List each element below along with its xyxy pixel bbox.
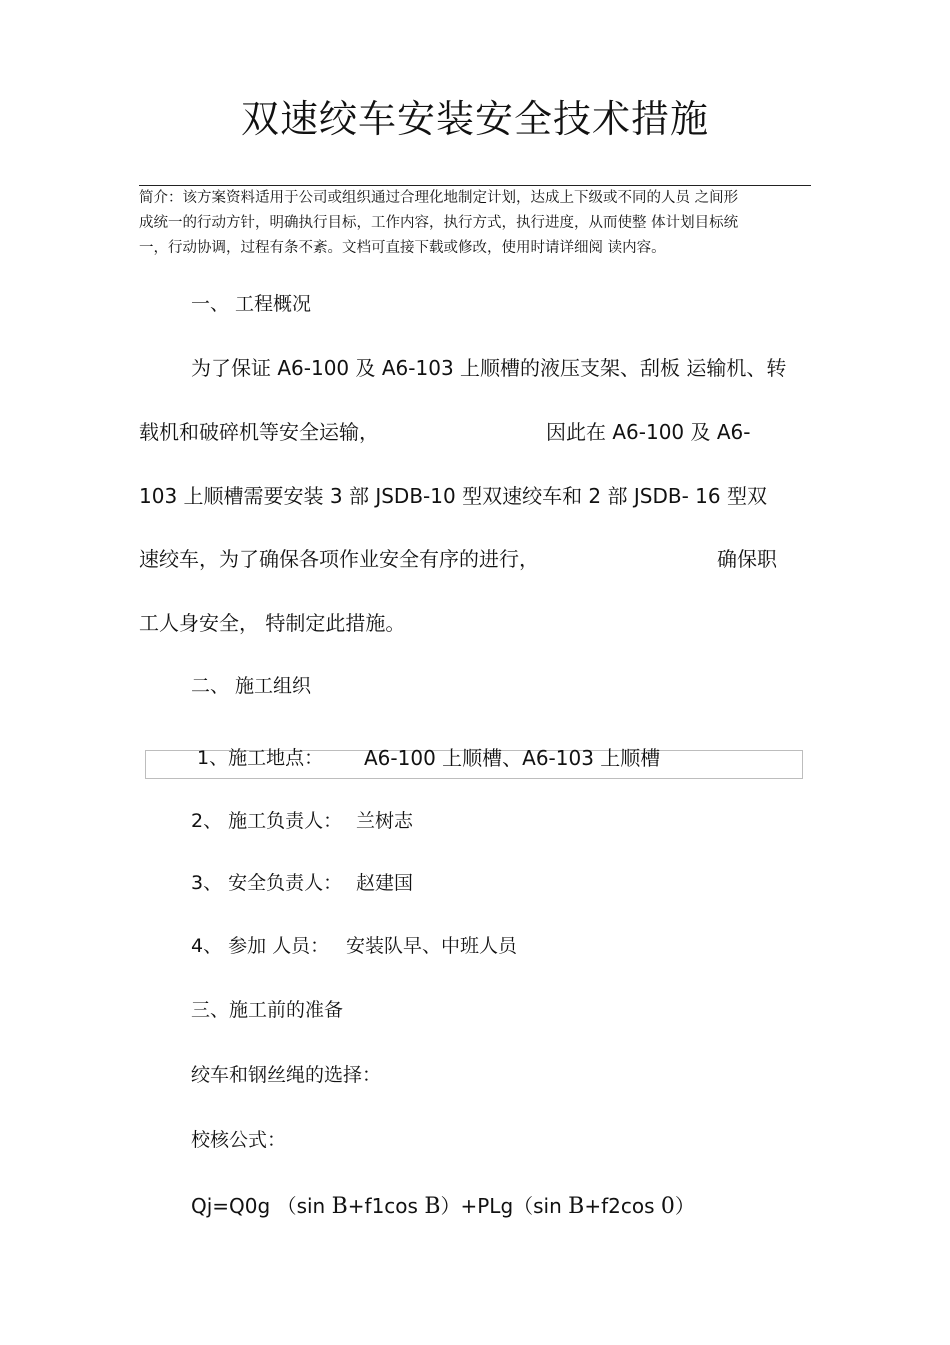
formula-symbol: 0 (660, 1194, 675, 1219)
document-summary (139, 186, 811, 261)
formula-part: +f2cos (584, 1194, 661, 1218)
org-item-value: 赵建国 (356, 872, 414, 894)
section-heading-organization: 二、 施工组织 (191, 675, 312, 697)
formula-part: ） (674, 1194, 695, 1218)
formula-symbol: B (331, 1194, 348, 1219)
summary-line: 成统一的行动方针，明确执行目标，工作内容，执行方式，执行进度，从而使整 体计划目标统 (139, 215, 739, 231)
formula (191, 1190, 695, 1223)
document-title: 双速绞车安装安全技术措施 (240, 97, 709, 141)
org-item-label: 4、 参加 人员： (191, 935, 330, 957)
paragraph-line: 绞车和钢丝绳的选择： (191, 1064, 382, 1086)
org-item-value: 安装队早、中班人员 (346, 935, 518, 957)
summary-line: 简介：该方案资料适用于公司或组织通过合理化地制定计划，达成上下级或不同的人员 之间形 (139, 190, 739, 206)
org-item-label: 1、施工地点： (197, 747, 324, 769)
paragraph-line: 载机和破碎机等安全运输， (139, 420, 379, 444)
formula-symbol: B (424, 1194, 441, 1219)
formula-part: Qj=Q0g （sin (191, 1194, 332, 1218)
org-item-label: 3、 安全负责人： (191, 872, 343, 894)
formula-part: +f1cos (347, 1194, 425, 1218)
paragraph-line: 校核公式： (191, 1129, 287, 1151)
org-item-label: 2、 施工负责人： (191, 810, 343, 832)
org-item-value: A6-100 上顺槽、A6-103 上顺槽 (364, 746, 661, 770)
section-heading-overview: 一、 工程概况 (191, 293, 312, 315)
paragraph-line: 103 上顺槽需要安装 3 部 JSDB-10 型双速绞车和 2 部 JSDB- 16 型双 (139, 484, 767, 508)
paragraph-line: 确保职 (717, 547, 777, 571)
formula-part: ）+PLg（sin (440, 1194, 569, 1218)
paragraph-line: 工人身安全， 特制定此措施。 (139, 611, 406, 635)
paragraph-line: 速绞车，为了确保各项作业安全有序的进行， (139, 547, 539, 571)
section-heading-preparation: 三、施工前的准备 (191, 999, 344, 1021)
org-item-value: 兰树志 (356, 810, 414, 832)
paragraph-line: 为了保证 A6-100 及 A6-103 上顺槽的液压支架、刮板 运输机、转 (191, 356, 787, 380)
summary-line: 一，行动协调，过程有条不紊。文档可直接下载或修改，使用时请详细阅 读内容。 (139, 240, 666, 256)
paragraph-line: 因此在 A6-100 及 A6- (546, 420, 751, 444)
formula-symbol: B (568, 1194, 585, 1219)
